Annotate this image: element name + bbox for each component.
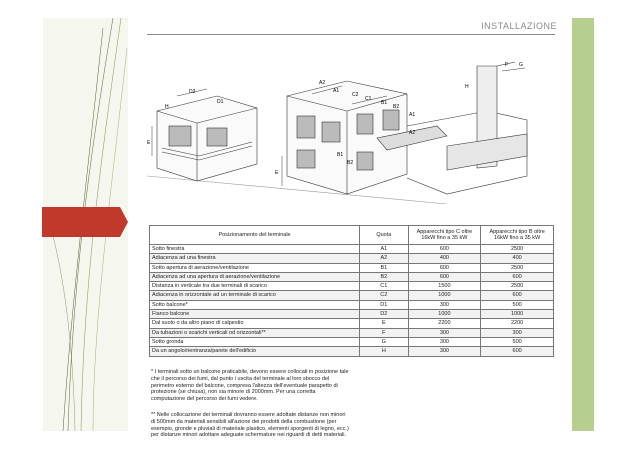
cell-type-c: 300 xyxy=(408,347,481,356)
label-c2: C2 xyxy=(352,92,359,98)
cell-position: Sotto gronda xyxy=(150,337,360,346)
terminal-distance-table xyxy=(149,225,554,357)
cell-type-b: 600 xyxy=(481,291,554,300)
cell-quota: F xyxy=(360,328,408,337)
cell-position: Sotto balcone* xyxy=(150,300,360,309)
label-e-center: E xyxy=(275,170,279,176)
label-a2: A2 xyxy=(319,80,326,86)
cell-position: Da un angolo/rientranza/parete dell'edificio xyxy=(150,347,360,356)
table-row xyxy=(150,328,554,337)
col-header-type-c: Apparecchi tipo C oltre 16kW fino a 35 kW xyxy=(408,226,481,245)
cell-quota: C1 xyxy=(360,282,408,291)
label-b2: B2 xyxy=(393,104,400,110)
cell-type-b: 500 xyxy=(481,337,554,346)
label-d2: D2 xyxy=(189,89,196,95)
table-row xyxy=(150,282,554,291)
cell-type-c: 600 xyxy=(408,263,481,272)
table-row xyxy=(150,254,554,263)
cell-position: Da tubazioni o scarichi verticali od orizzontali** xyxy=(150,328,360,337)
label-e-left: E xyxy=(147,140,151,146)
col-header-type-b: Apparecchi tipo B oltre 16kW fino a 35 kW xyxy=(481,226,554,245)
cell-type-c: 300 xyxy=(408,337,481,346)
table-row xyxy=(150,272,554,281)
cell-type-b: 600 xyxy=(481,347,554,356)
cell-position: Distanza in verticale tra due terminali di scarico xyxy=(150,282,360,291)
table-header-row xyxy=(150,226,554,245)
cell-type-b: 400 xyxy=(481,254,554,263)
cell-quota: B1 xyxy=(360,263,408,272)
cell-quota: A1 xyxy=(360,245,408,254)
cell-type-c: 1000 xyxy=(408,291,481,300)
cell-type-b: 2200 xyxy=(481,319,554,328)
cell-position: Adiacenza ad una apertura di aerazione/ventilazione xyxy=(150,272,360,281)
red-accent-arrow xyxy=(120,207,128,237)
cell-quota: H xyxy=(360,347,408,356)
document-page xyxy=(137,18,565,439)
header-rule xyxy=(147,34,555,35)
footnote-materials: ** Nelle collocazione dei terminali dovranno essere adottate distanze non minori di 500mm da materiali sensibili all'azione dei prodotti della combustione (per esempio, gronde e pluviali di materiale plastico, elementi sporgenti di legno, ecc.) per distanze minori adottare adeguate schermature nei riguardi di detti materiali. xyxy=(151,412,349,439)
cell-type-c: 400 xyxy=(408,254,481,263)
cell-quota: B2 xyxy=(360,272,408,281)
cell-position: Fianco balcone xyxy=(150,310,360,319)
label-g: G xyxy=(519,62,523,68)
cell-type-b: 1000 xyxy=(481,310,554,319)
label-b1: B1 xyxy=(381,100,388,106)
table-row xyxy=(150,263,554,272)
table-row xyxy=(150,310,554,319)
cell-type-b: 300 xyxy=(481,328,554,337)
label-d1: D1 xyxy=(217,99,224,105)
label-b2-lower: B2 xyxy=(347,160,354,166)
cell-type-b: 500 xyxy=(481,300,554,309)
cell-quota: G xyxy=(360,337,408,346)
label-a1: A1 xyxy=(333,88,340,94)
cell-type-b: 2500 xyxy=(481,263,554,272)
footnote-balcony: * I terminali sotto un balcone praticabile, devono essere collocati in posizione tale che il percorso dei fumi, dal punto i uscita del terminale al loro sbocco del perimetro esterno del balcone, compresa l'altezza dell'eventuale parapetto di protezione (se chiusa), non sia minore di 2000mm. Per una corretta computazione del percorso dei fumi vedere. xyxy=(151,369,349,403)
cell-position: Adiacenza in orizzontale ad un terminale di scarico xyxy=(150,291,360,300)
label-h-left: H xyxy=(165,104,169,110)
cell-type-c: 1500 xyxy=(408,282,481,291)
cell-type-c: 600 xyxy=(408,272,481,281)
cell-type-c: 300 xyxy=(408,300,481,309)
red-accent-tab xyxy=(42,207,120,237)
label-a1-right: A1 xyxy=(409,112,416,118)
label-h-right: H xyxy=(465,84,469,90)
cell-quota: D2 xyxy=(360,310,408,319)
table-row xyxy=(150,319,554,328)
cell-type-b: 2500 xyxy=(481,282,554,291)
building-diagram xyxy=(147,56,555,204)
cell-type-c: 2200 xyxy=(408,319,481,328)
table-row xyxy=(150,300,554,309)
right-green-bar xyxy=(572,18,594,431)
cell-type-c: 300 xyxy=(408,328,481,337)
cell-quota: A2 xyxy=(360,254,408,263)
table-row xyxy=(150,337,554,346)
col-header-position: Posizionamento del terminale xyxy=(150,226,360,245)
label-b1-lower: B1 xyxy=(337,152,344,158)
label-f: F xyxy=(505,62,509,68)
cell-quota: C2 xyxy=(360,291,408,300)
cell-position: Adiacenza ad una finestra xyxy=(150,254,360,263)
table-row xyxy=(150,245,554,254)
cell-type-b: 2500 xyxy=(481,245,554,254)
cell-position: Sotto finestra xyxy=(150,245,360,254)
cell-position: Sotto apertura di aerazione/ventilazione xyxy=(150,263,360,272)
cell-quota: E xyxy=(360,319,408,328)
col-header-quota: Quota xyxy=(360,226,408,245)
cell-position: Dal suolo o da altro piano di calpestio xyxy=(150,319,360,328)
label-c1: C1 xyxy=(365,96,372,102)
cell-type-c: 600 xyxy=(408,245,481,254)
page-header: INSTALLAZIONE xyxy=(481,21,557,31)
cell-type-b: 600 xyxy=(481,272,554,281)
label-a2-right: A2 xyxy=(409,130,416,136)
cell-type-c: 1000 xyxy=(408,310,481,319)
cell-quota: D1 xyxy=(360,300,408,309)
table-row xyxy=(150,347,554,356)
table-row xyxy=(150,291,554,300)
